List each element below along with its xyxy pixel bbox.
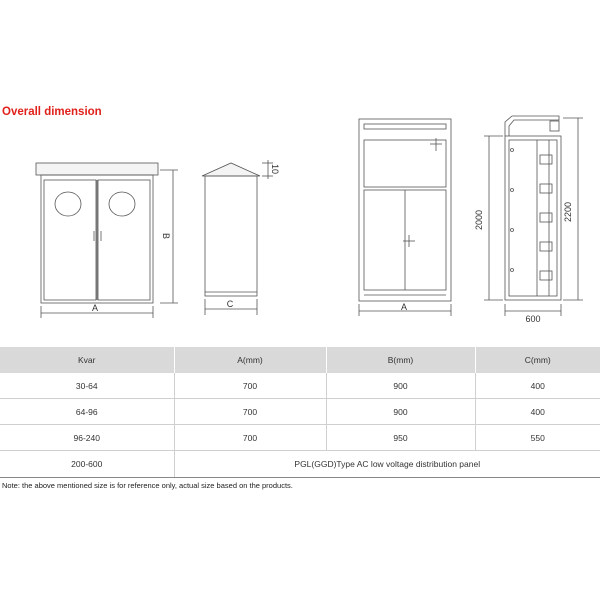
- cell-a: 700: [174, 399, 326, 425]
- cell-kvar: 64-96: [0, 399, 174, 425]
- header-c: C(mm): [475, 347, 600, 373]
- front-width-label: A: [91, 303, 99, 313]
- front-height-label: B: [161, 232, 171, 240]
- footnote: Note: the above mentioned size is for reference only, actual size based on the products.: [2, 481, 293, 490]
- cell-kvar: 200-600: [0, 451, 174, 478]
- table-row: [0, 399, 600, 425]
- cell-kvar: 30-64: [0, 373, 174, 399]
- side-roof-label: 10: [270, 163, 280, 175]
- dimension-table: [0, 347, 600, 478]
- side-depth-label: C: [226, 299, 234, 309]
- panel-depth-label: 600: [525, 314, 541, 324]
- panel-total-height-label: 2200: [563, 201, 573, 223]
- cell-description: PGL(GGD)Type AC low voltage distribution panel: [174, 451, 600, 478]
- header-a: A(mm): [174, 347, 326, 373]
- panel-width-label: A: [400, 302, 408, 312]
- cell-c: 400: [475, 373, 600, 399]
- cell-b: 900: [326, 399, 475, 425]
- cabinet-side-view: [202, 160, 273, 315]
- panel-inner-height-label: 2000: [474, 209, 484, 231]
- table-row: [0, 373, 600, 399]
- header-b: B(mm): [326, 347, 475, 373]
- cell-c: 400: [475, 399, 600, 425]
- table-row: [0, 425, 600, 451]
- table-header-row: [0, 347, 600, 373]
- cell-kvar: 96-240: [0, 425, 174, 451]
- cell-b: 900: [326, 373, 475, 399]
- cell-c: 550: [475, 425, 600, 451]
- header-kvar: Kvar: [0, 347, 174, 373]
- panel-front-view: [359, 119, 451, 316]
- table-row: [0, 451, 600, 478]
- cabinet-front-view: [36, 163, 178, 318]
- cell-a: 700: [174, 373, 326, 399]
- section-heading: Overall dimension: [2, 106, 102, 118]
- cell-b: 950: [326, 425, 475, 451]
- cell-a: 700: [174, 425, 326, 451]
